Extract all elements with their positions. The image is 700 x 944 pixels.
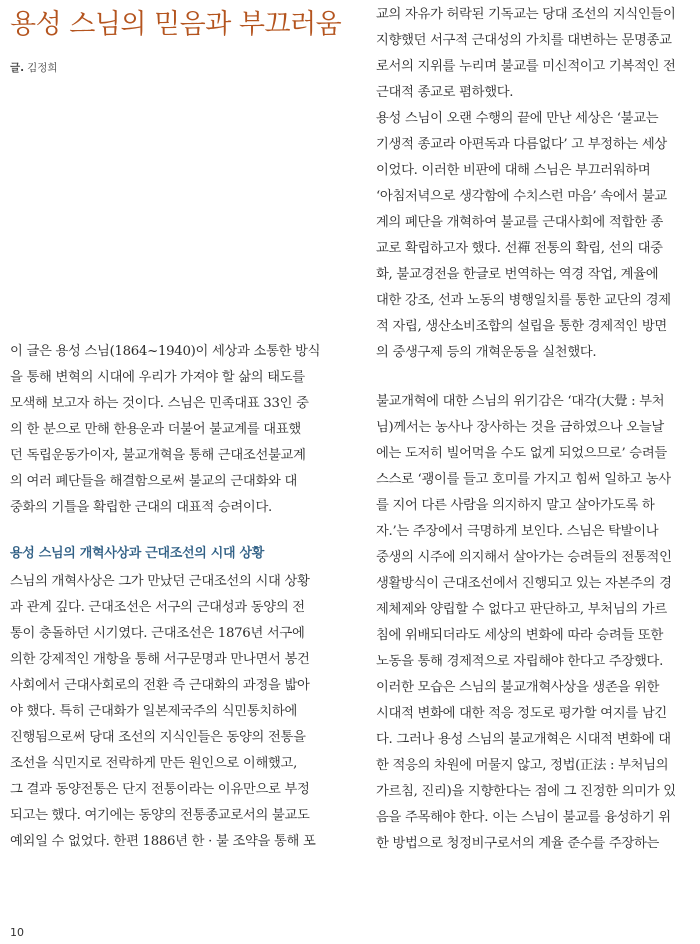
text-line: 교로 확립하고자 했다. 선禪 전통의 확립, 선의 대중	[376, 241, 663, 256]
text-line: 한 적응의 차원에 머물지 않고, 정법(正法 : 부처님의	[376, 758, 669, 773]
text-line: 진행됨으로써 당대 조선의 지식인들은 동양의 전통을	[10, 730, 306, 745]
text-line: 기생적 종교라 아편독과 다름없다’ 고 부정하는 세상	[376, 137, 667, 152]
text-line: 예외일 수 없었다. 한편 1886년 한 · 불 조약을 통해 포	[10, 834, 316, 849]
intro-paragraph	[10, 339, 332, 521]
text-line: 교의 자유가 허락된 기독교는 당대 조선의 지식인들이	[376, 7, 676, 22]
page-number: 10	[10, 926, 24, 939]
text-line: 로서의 지위를 누리며 불교를 미신적이고 기복적인 전	[376, 59, 676, 74]
text-line: 생활방식이 근대조선에서 진행되고 있는 자본주의 경	[376, 576, 672, 591]
text-line: 적 자립, 생산소비조합의 설립을 통한 경제적인 방면	[376, 319, 667, 334]
text-line: 이러한 모습은 스님의 불교개혁사상을 생존을 위한	[376, 680, 660, 695]
text-line: 이 글은 용성 스님(1864~1940)이 세상과 소통한 방식	[10, 344, 321, 359]
byline	[10, 60, 58, 75]
text-line: 의 한 분으로 만해 한용운과 더불어 불교계를 대표했	[10, 422, 301, 437]
text-line: 용성 스님이 오랜 수행의 끝에 만난 세상은 ‘불교는	[376, 111, 659, 126]
paragraph-right-2	[376, 106, 698, 366]
text-line: 의 중생구제 등의 개혁운동을 실천했다.	[376, 345, 597, 360]
text-line: 한 방법으로 청정비구로서의 계율 준수를 주장하는	[376, 836, 660, 851]
text-line: 화, 불교경전을 한글로 번역하는 역경 작업, 계율에	[376, 267, 659, 282]
text-line: 그 결과 동양전통은 단지 전통이라는 이유만으로 부정	[10, 782, 310, 797]
text-line: 스스로 ‘괭이를 들고 호미를 가지고 힘써 일하고 농사	[376, 472, 671, 487]
text-line: 되고는 했다. 여기에는 동양의 전통종교로서의 불교도	[10, 808, 310, 823]
text-line: 가르침, 진리)을 지향한다는 점에 그 진정한 의미가 있	[376, 784, 676, 799]
text-line: 모색해 보고자 하는 것이다. 스님은 민족대표 33인 중	[10, 396, 309, 411]
body-paragraph-left	[10, 569, 332, 855]
article-title: 용성 스님의 믿음과 부끄러움	[10, 9, 342, 40]
text-line: 통이 충돌하던 시기였다. 근대조선은 1876년 서구에	[10, 626, 305, 641]
text-line: 근대적 종교로 폄하했다.	[376, 85, 514, 100]
text-line: 노동을 통해 경제적으로 자립해야 한다고 주장했다.	[376, 654, 664, 669]
text-line: 중화의 기틀을 확립한 근대의 대표적 승려이다.	[10, 500, 272, 515]
section-heading: 용성 스님의 개혁사상과 근대조선의 시대 상황	[10, 546, 265, 561]
text-line: 던 독립운동가이자, 불교개혁을 통해 근대조선불교계	[10, 448, 306, 463]
author-name: 김정희	[27, 62, 58, 74]
text-line: 지향했던 서구적 근대성의 가치를 대변하는 문명종교	[376, 33, 672, 48]
text-line: 시대적 변화에 대한 적응 정도로 평가할 여지를 남긴	[376, 706, 667, 721]
text-line: 조선을 식민지로 전락하게 만든 원인으로 이해했고,	[10, 756, 298, 771]
text-line: 대한 강조, 선과 노동의 병행일치를 통한 교단의 경제	[376, 293, 671, 308]
text-line: 스님의 개혁사상은 그가 만났던 근대조선의 시대 상황	[10, 574, 310, 589]
text-line: 제체제와 양립할 수 없다고 판단하고, 부처님의 가르	[376, 602, 667, 617]
text-line: 계의 폐단을 개혁하여 불교를 근대사회에 적합한 종	[376, 215, 664, 230]
text-line: 야 했다. 특히 근대화가 일본제국주의 식민통치하에	[10, 704, 298, 719]
text-line: 침에 위배되더라도 세상의 변화에 따라 승려들 또한	[376, 628, 664, 643]
text-line: ‘아침저녁으로 생각함에 수치스런 마음’ 속에서 불교	[376, 189, 667, 204]
text-line: 에는 도저히 빌어먹을 수도 없게 되었으므로’ 승려들	[376, 446, 667, 461]
byline-label: 글.	[10, 62, 25, 74]
text-line: 과 관계 깊다. 근대조선은 서구의 근대성과 동양의 전	[10, 600, 305, 615]
text-line: 사회에서 근대사회로의 전환 즉 근대화의 과정을 밟아	[10, 678, 310, 693]
paragraph-right-4	[376, 675, 698, 857]
paragraph-right-1	[376, 2, 698, 106]
text-line: 의 여러 폐단들을 해결함으로써 불교의 근대화와 대	[10, 474, 298, 489]
text-line: 을 통해 변혁의 시대에 우리가 가져야 할 삶의 태도를	[10, 370, 305, 385]
text-line: 님)께서는 농사나 장사하는 것을 금하였으나 오늘날	[376, 420, 664, 435]
text-line: 중생의 시주에 의지해서 살아가는 승려들의 전통적인	[376, 550, 672, 565]
text-line: 이었다. 이러한 비판에 대해 스님은 부끄러워하며	[376, 163, 651, 178]
text-line: 음을 주목해야 한다. 이는 스님이 불교를 융성하기 위	[376, 810, 671, 825]
text-line: 자.’는 주장에서 극명하게 보인다. 스님은 탁발이나	[376, 524, 659, 539]
text-line: 의한 강제적인 개항을 통해 서구문명과 만나면서 봉건	[10, 652, 310, 667]
paragraph-right-3	[376, 389, 698, 675]
text-line: 불교개혁에 대한 스님의 위기감은 ‘대각(大覺 : 부처	[376, 394, 665, 409]
text-line: 를 지어 다른 사람을 의지하지 말고 살아가도록 하	[376, 498, 655, 513]
text-line: 다. 그러나 용성 스님의 불교개혁은 시대적 변화에 대	[376, 732, 671, 747]
